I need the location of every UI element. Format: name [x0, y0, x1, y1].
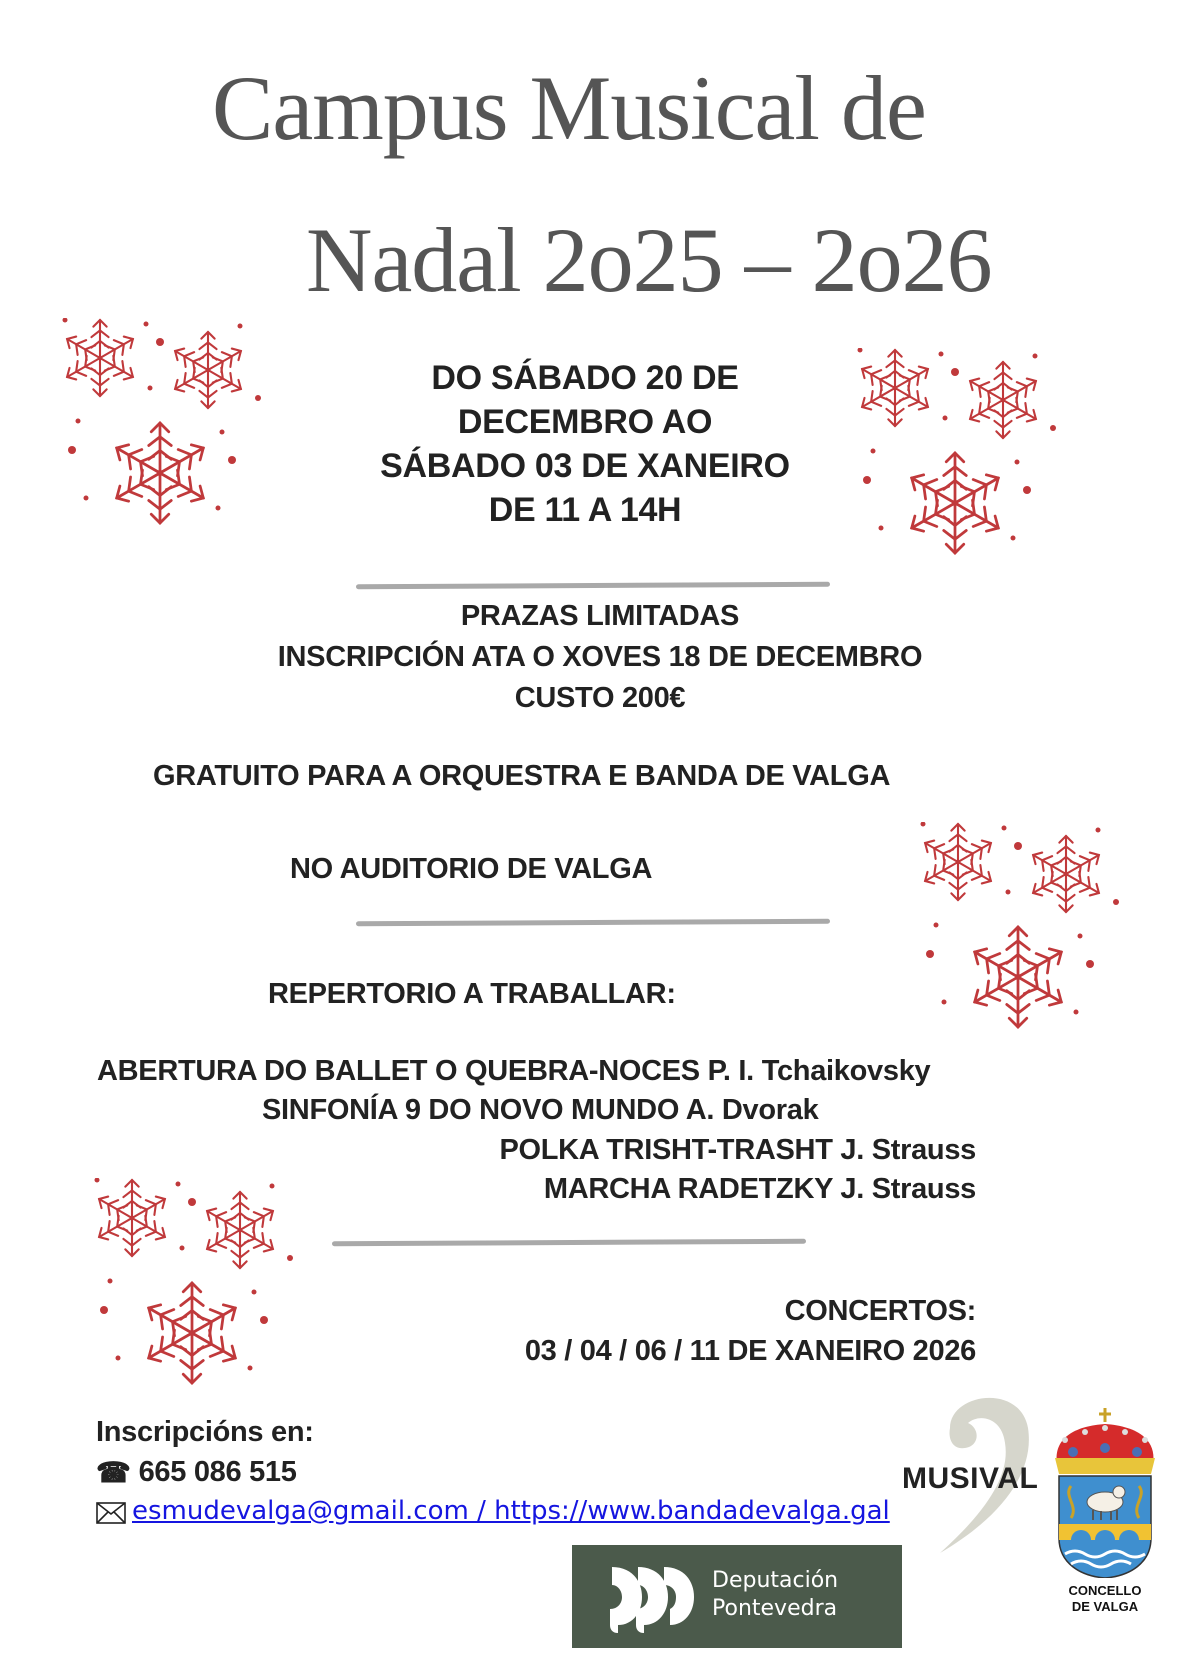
snowflake-cluster-top-right	[855, 348, 1065, 558]
concello-label-2: DE VALGA	[1071, 1599, 1139, 1614]
date-line-3: SÁBADO 03 DE XANEIRO	[380, 447, 790, 485]
concello-label-1: CONCELLO	[1068, 1583, 1142, 1598]
deputacion-text	[712, 1567, 838, 1623]
poster-title-line-2: Nadal 2o25 – 2o26	[306, 209, 992, 311]
snowflake-cluster-middle-right	[918, 822, 1128, 1032]
telephone-icon: ☎	[96, 1456, 131, 1488]
repertoire-item-1: ABERTURA DO BALLET O QUEBRA-NOCES P. I. Tchaikovsky	[97, 1055, 931, 1087]
divider-2	[356, 919, 830, 926]
registration-deadline-text: INSCRIPCIÓN ATA O XOVES 18 DE DECEMBRO	[277, 641, 923, 673]
phone-number: 665 086 515	[138, 1456, 297, 1488]
repertoire-item-4: MARCHA RADETZKY J. Strauss	[543, 1173, 976, 1205]
dp-logo-icon	[608, 1563, 698, 1633]
snowflake-cluster-top-left	[60, 318, 270, 528]
concerts-heading: CONCERTOS:	[784, 1295, 976, 1327]
venue-text: NO AUDITORIO DE VALGA	[290, 853, 653, 885]
limited-places-text: PRAZAS LIMITADAS	[460, 600, 740, 632]
envelope-icon	[96, 1500, 126, 1522]
deputacion-line-2: Pontevedra	[712, 1596, 838, 1621]
repertoire-heading: REPERTORIO A TRABALLAR:	[268, 978, 676, 1010]
info-block	[160, 596, 1040, 719]
phone-row	[96, 1456, 297, 1489]
concello-valga-logo	[1045, 1408, 1165, 1615]
email-website-link[interactable]: esmudevalga@gmail.com / https://www.bandadevalga.gal	[132, 1496, 890, 1526]
divider-1	[356, 582, 830, 589]
cost-text: CUSTO 200€	[514, 682, 686, 714]
registration-heading: Inscripcións en:	[96, 1416, 314, 1448]
links-row	[96, 1496, 890, 1526]
musival-text: MUSIVAL	[902, 1462, 1039, 1495]
repertoire-item-3: POLKA TRISHT-TRASHT J. Strauss	[499, 1134, 976, 1166]
free-for-text: GRATUITO PARA A ORQUESTRA E BANDA DE VALGA	[153, 760, 891, 792]
repertoire-item-2: SINFONÍA 9 DO NOVO MUNDO A. Dvorak	[262, 1094, 819, 1126]
time-line: DE 11 A 14H	[488, 491, 682, 529]
date-line-1: DO SÁBADO 20 DE	[431, 359, 739, 397]
deputacion-line-1: Deputación	[712, 1568, 839, 1593]
date-line-2: DECEMBRO AO	[457, 403, 713, 441]
divider-3	[332, 1239, 806, 1246]
date-range-block	[300, 356, 870, 532]
poster-title-line-1: Campus Musical de	[212, 57, 926, 159]
coat-of-arms-icon	[1045, 1408, 1165, 1578]
concerts-dates: 03 / 04 / 06 / 11 DE XANEIRO 2026	[524, 1335, 976, 1367]
deputacion-pontevedra-logo	[572, 1545, 902, 1648]
snowflake-cluster-bottom-left	[92, 1178, 302, 1388]
